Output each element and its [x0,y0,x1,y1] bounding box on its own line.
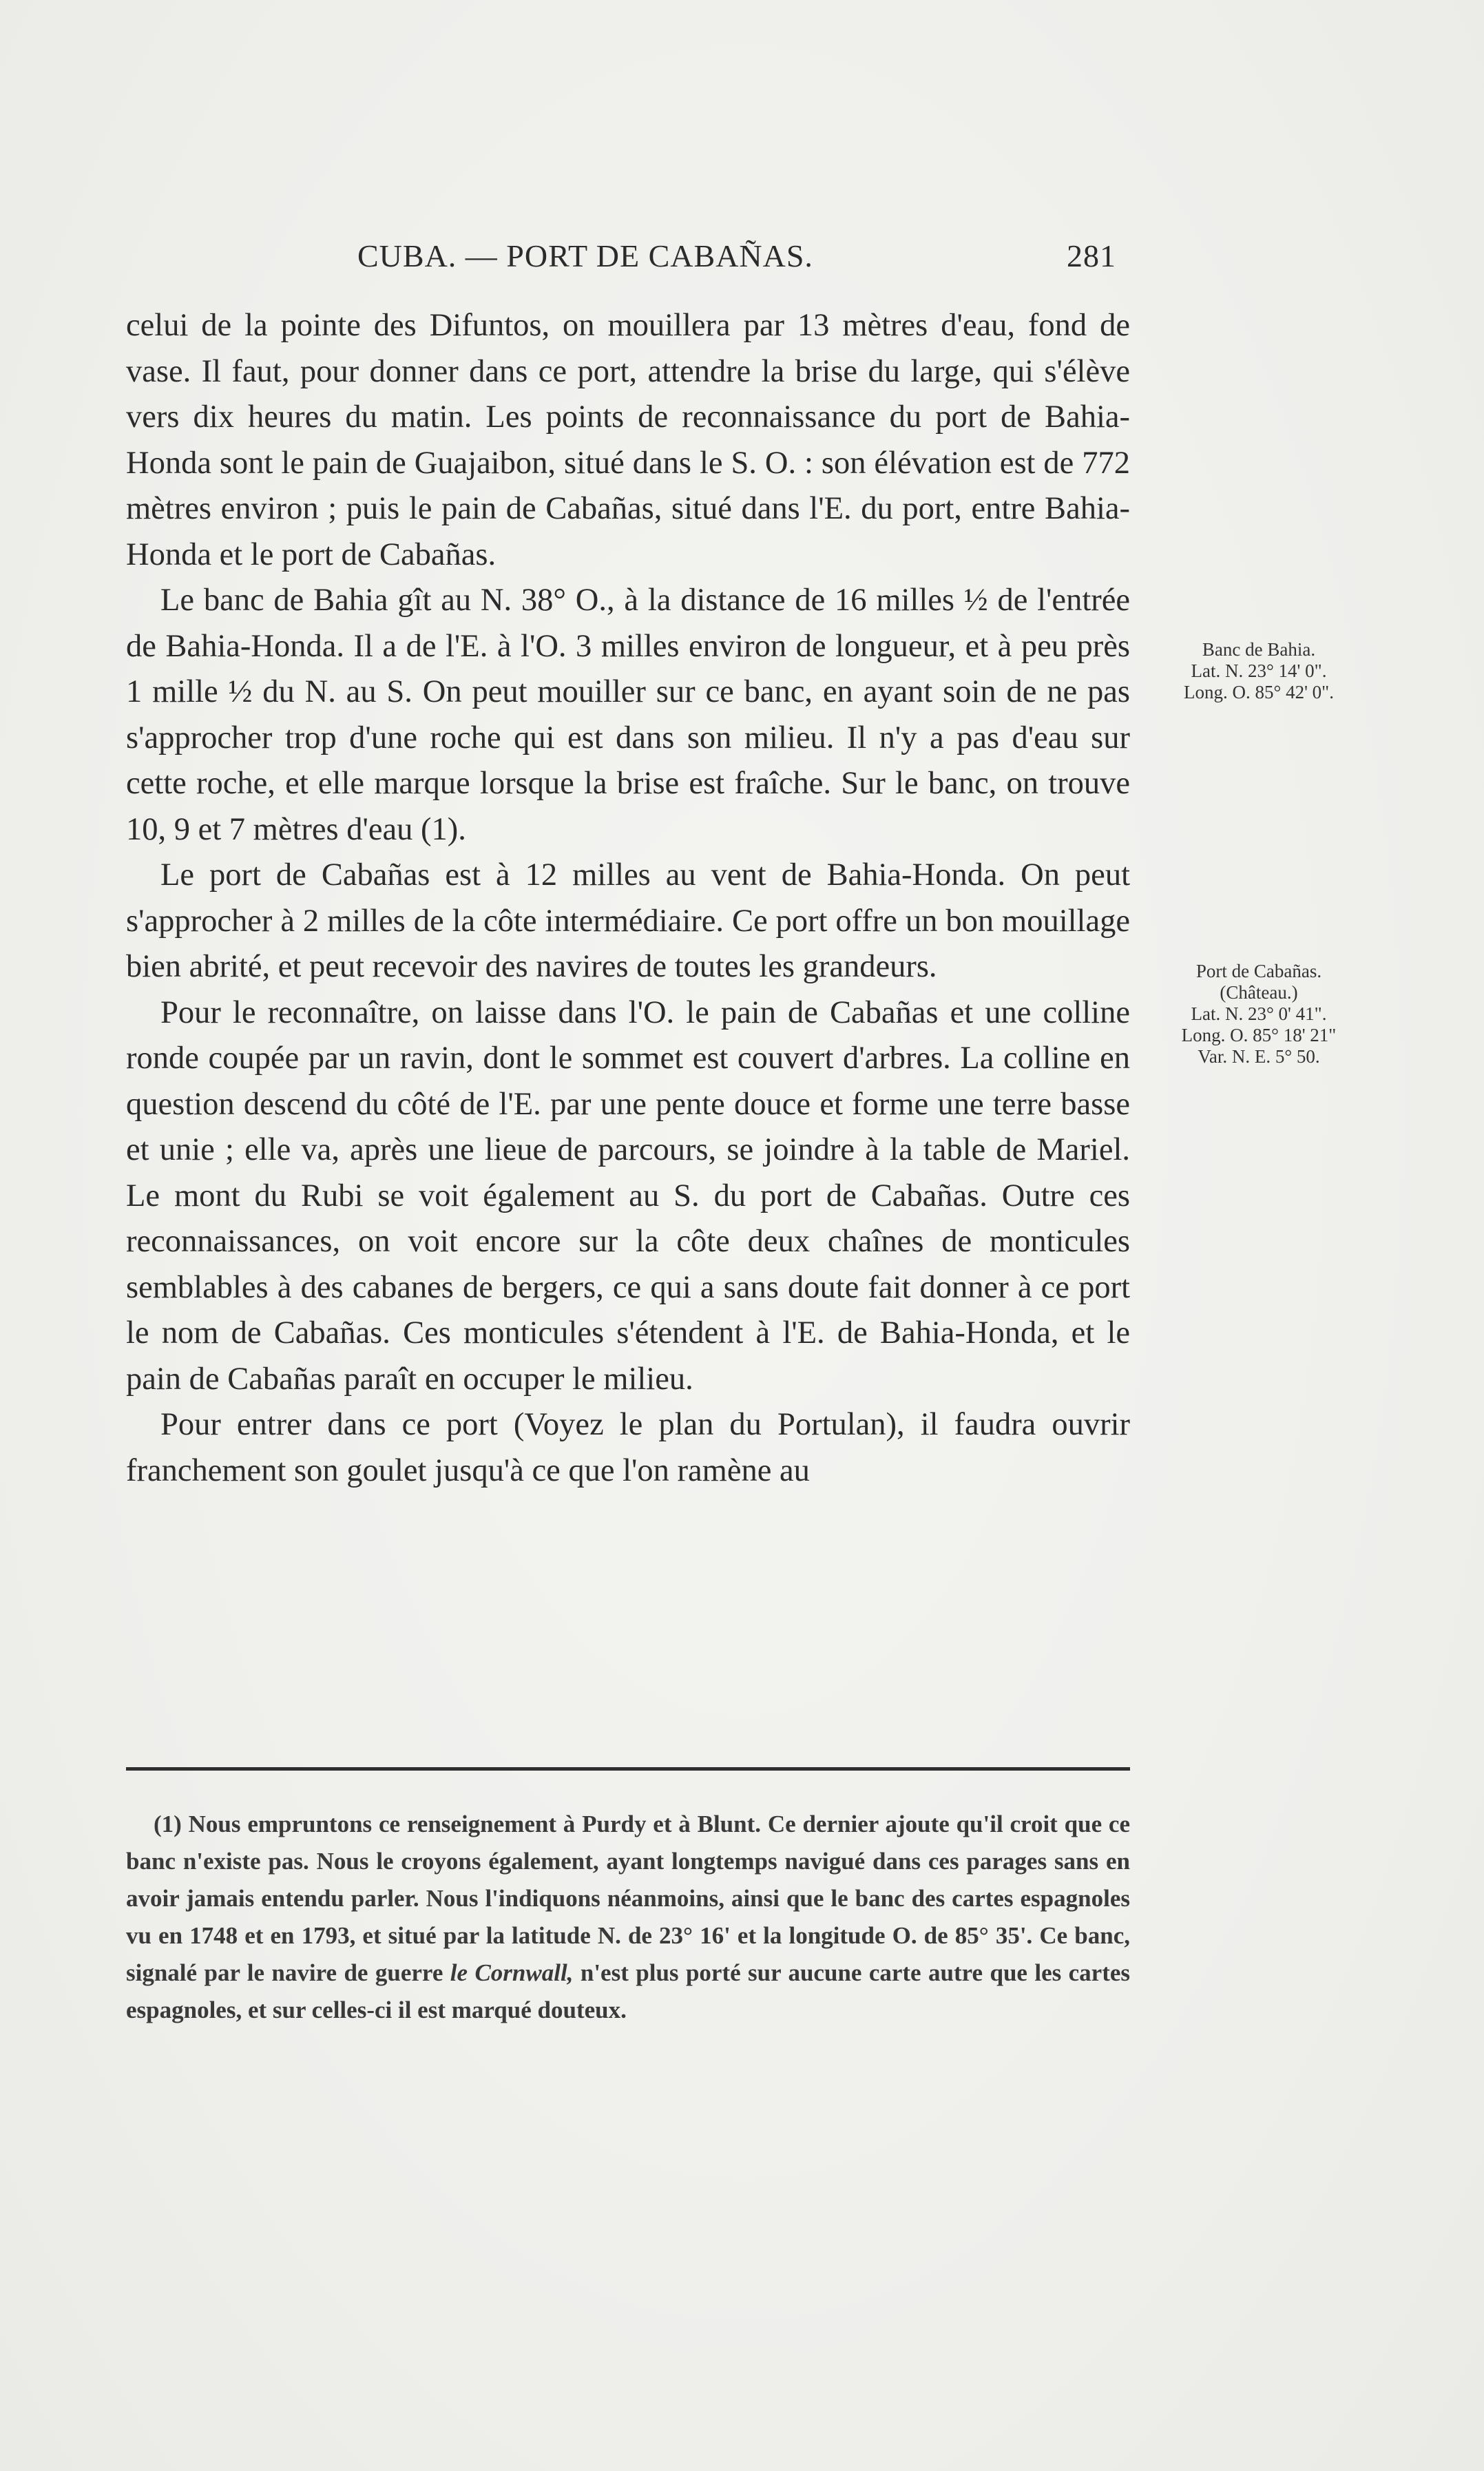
footnote-divider [126,1767,1130,1771]
paragraph-5: Pour entrer dans ce port (Voyez le plan du Portulan), il faudra ouvrir franchement son goulet jusqu'à ce que l'on ramène au [126,1407,1130,1488]
margin-note-line: Lat. N. 23° 14' 0". [1191,660,1327,681]
margin-note-line: Long. O. 85° 18' 21" [1181,1025,1337,1045]
ship-name: le Cornwall, [450,1959,574,1986]
footnote-text-start: (1) Nous empruntons ce renseignement à Purdy et à Blunt. Ce dernier ajoute qu'il croit que ce banc n'existe pas. Nous le croyons également, ayant longtemps navigué dans ces parages sans en avoir jamais entendu parler. Nous l'indiquons néanmoins, ainsi que le banc des cartes espagnoles vu en 1748 et en 1793, et situé par la latitude N. de 23° 16' et la longitude O. de 85° 35'. Ce banc, signalé par le navire de guerre [126,1811,1130,1986]
footnote [126,1806,1130,2029]
paragraph-4: Pour le reconnaître, on laisse dans l'O. le pain de Cabañas et une colline ronde coupée par un ravin, dont le sommet est couvert d'arbres. La colline en question descend du côté de l'E. par une pente douce et forme une terre basse et unie ; elle va, après une lieue de parcours, se joindre à la table de Mariel. Le mont du Rubi se voit également au S. du port de Cabañas. Outre ces reconnaissances, on voit encore sur la côte deux chaînes de monticules semblables à des cabanes de bergers, ce qui a sans doute fait donner à ce port le nom de Cabañas. Ces monticules s'étendent à l'E. de Bahia-Honda, et le pain de Cabañas paraît en occuper le milieu. [126,994,1130,1397]
margin-note-line: Long. O. 85° 42' 0". [1184,682,1334,702]
margin-note-banc-de-bahia [1149,639,1369,703]
margin-note-port-de-cabanas [1149,961,1369,1067]
footnote-text-end: n'est plus porté sur aucune carte autre que les cartes espagnoles, et sur celles-ci il est marqué douteux. [126,1959,1131,2023]
page-number: 281 [1067,238,1116,273]
header-title: CUBA. — PORT DE CABAÑAS. [357,238,813,273]
margin-note-line: Port de Cabañas. [1195,961,1322,981]
paragraph-3: Le port de Cabañas est à 12 milles au vent de Bahia-Honda. On peut s'approcher à 2 milles de la côte intermédiaire. Ce port offre un bon mouillage bien abrité, et peut recevoir des navires de toutes les grandeurs. [126,857,1130,984]
footnote-text [126,1806,1130,2029]
margin-note-line: (Château.) [1220,982,1298,1003]
main-text [126,303,1130,1494]
running-header [126,238,1130,293]
margin-note-line: Lat. N. 23° 0' 41". [1191,1003,1327,1024]
margin-note-line: Banc de Bahia. [1202,639,1316,660]
paragraph-2: Le banc de Bahia gît au N. 38° O., à la distance de 16 milles ½ de l'entrée de Bahia-Honda. Il a de l'E. à l'O. 3 milles environ de longueur, et à peu près 1 mille ½ du N. au S. On peut mouiller sur ce banc, en ayant soin de ne pas s'approcher trop d'une roche qui est dans son milieu. Il n'y a pas d'eau sur cette roche, et elle marque lorsque la brise est fraîche. Sur le banc, on trouve 10, 9 et 7 mètres d'eau (1). [126,583,1130,847]
margin-note-line: Var. N. E. 5° 50. [1198,1046,1320,1067]
paragraph-1: celui de la pointe des Difuntos, on mouillera par 13 mètres d'eau, fond de vase. Il faut, pour donner dans ce port, attendre la brise du large, qui s'élève vers dix heures du matin. Les points de reconnaissance du port de Bahia-Honda sont le pain de Guajaibon, situé dans le S. O. : son élévation est de 772 mètres environ ; puis le pain de Cabañas, situé dans l'E. du port, entre Bahia-Honda et le port de Cabañas. [126,308,1130,572]
